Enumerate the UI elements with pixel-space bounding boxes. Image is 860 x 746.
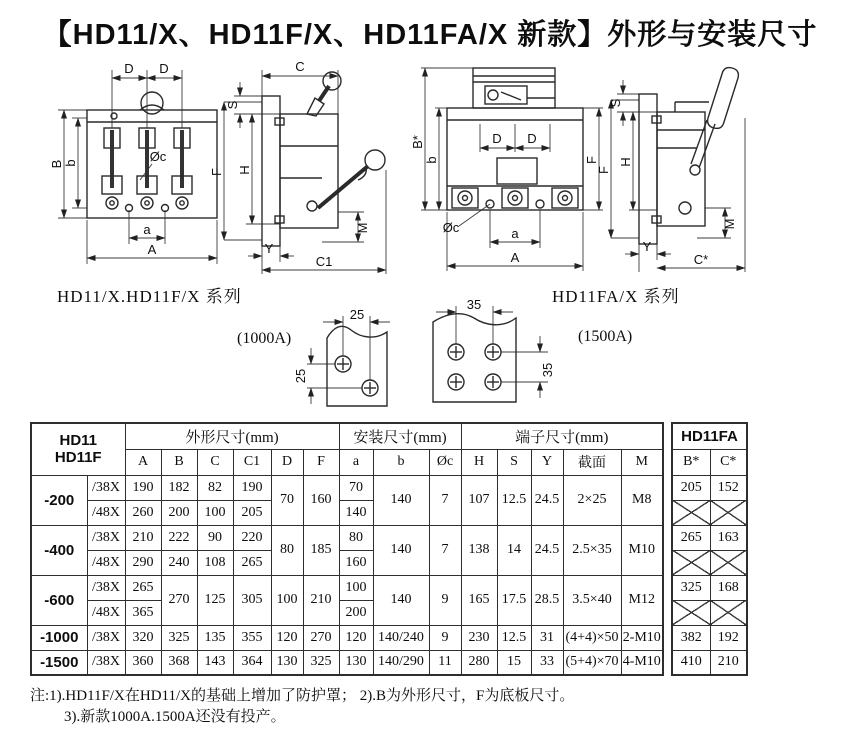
model-line-1: HD11 — [59, 432, 98, 450]
cell-b: 140 — [373, 475, 429, 525]
hole-detail-1000a-caption: (1000A) — [237, 330, 292, 347]
dim-label-Y: Y — [264, 241, 274, 256]
cell-crossed — [672, 550, 710, 575]
col-header-B: B — [161, 449, 197, 475]
cell-C-star: 163 — [710, 525, 747, 550]
variant-cell: /48X — [87, 550, 125, 575]
variant-cell: /48X — [87, 600, 125, 625]
col-header-model — [31, 423, 125, 475]
col-header-C1: C1 — [233, 449, 271, 475]
dim-label-A: A — [147, 242, 157, 257]
cell-C-star: 152 — [710, 475, 747, 500]
cell-C1: 364 — [233, 650, 271, 675]
cell-C-star: 168 — [710, 575, 747, 600]
cell-a: 130 — [339, 650, 373, 675]
cell-S: 14 — [497, 525, 531, 575]
cell-D: 80 — [271, 525, 303, 575]
col-header-a: a — [339, 449, 373, 475]
dim-label-C1: C1 — [315, 254, 333, 269]
cell-H: 107 — [461, 475, 497, 525]
group-header-outline: 外形尺寸(mm) — [125, 423, 339, 449]
dim-label-a: a — [143, 222, 151, 237]
dim-35-vertical: 35 — [540, 362, 555, 378]
variant-cell: /38X — [87, 625, 125, 650]
cell-B: 182 — [161, 475, 197, 500]
col-header-C-star: C* — [710, 449, 747, 475]
cell-H: 280 — [461, 650, 497, 675]
dim-label-B-star: B* — [410, 135, 425, 149]
dim-label-D: D — [124, 61, 134, 76]
dim-label-Y: Y — [642, 239, 652, 254]
caption-hd11fa-series: HD11FA/X 系列 — [552, 287, 680, 306]
cell-H: 165 — [461, 575, 497, 625]
cell-section: (4+4)×50 — [563, 625, 621, 650]
dim-label-a: a — [511, 226, 519, 241]
dim-label-phi-c: Øc — [149, 149, 167, 164]
cell-B: 368 — [161, 650, 197, 675]
cell-C: 125 — [197, 575, 233, 625]
cell-b: 140 — [373, 575, 429, 625]
variant-cell: /48X — [87, 500, 125, 525]
cell-A: 210 — [125, 525, 161, 550]
cell-B: 222 — [161, 525, 197, 550]
cell-C: 82 — [197, 475, 233, 500]
drawing-hd11-side-view — [209, 58, 402, 280]
cell-C: 143 — [197, 650, 233, 675]
cell-Y: 31 — [531, 625, 563, 650]
col-header-phi-c: Øc — [429, 449, 461, 475]
variant-cell: /38X — [87, 525, 125, 550]
dim-label-C-star: C* — [693, 252, 709, 267]
cell-Y: 24.5 — [531, 475, 563, 525]
cell-H: 230 — [461, 625, 497, 650]
cell-M: 4-M10 — [621, 650, 663, 675]
hole-detail-1500a — [408, 297, 568, 415]
cell-S: 12.5 — [497, 625, 531, 650]
cell-B: 240 — [161, 550, 197, 575]
cell-B-star: 205 — [672, 475, 710, 500]
dim-label-S: S — [225, 100, 240, 110]
cell-section: 2.5×35 — [563, 525, 621, 575]
cell-D: 100 — [271, 575, 303, 625]
rating-cell: -600 — [31, 575, 87, 625]
cell-M: M12 — [621, 575, 663, 625]
cell-F: 210 — [303, 575, 339, 625]
cell-B: 200 — [161, 500, 197, 525]
drawing-hd11fa-front-view — [410, 58, 610, 283]
cell-crossed — [710, 550, 747, 575]
col-header-A: A — [125, 449, 161, 475]
drawing-hd11-front-view — [49, 58, 232, 280]
cell-phi-c: 7 — [429, 475, 461, 525]
dim-label-H: H — [237, 165, 252, 175]
cell-C: 100 — [197, 500, 233, 525]
cell-a: 100 — [339, 575, 373, 600]
col-header-M: M — [621, 449, 663, 475]
dim-25-horizontal: 25 — [349, 307, 365, 322]
hole-detail-1000a — [295, 308, 425, 413]
dim-label-M: M — [355, 222, 370, 234]
cell-phi-c: 11 — [429, 650, 461, 675]
col-header-C: C — [197, 449, 233, 475]
hole-detail-1500a-caption: (1500A) — [578, 328, 633, 345]
cell-A: 265 — [125, 575, 161, 600]
variant-cell: /38X — [87, 650, 125, 675]
col-header-Y: Y — [531, 449, 563, 475]
cell-D: 70 — [271, 475, 303, 525]
dimension-lines — [611, 80, 745, 272]
dim-label-D: D — [527, 131, 537, 146]
dim-25-vertical: 25 — [293, 368, 308, 384]
col-header-F: F — [303, 449, 339, 475]
dimension-spec-table — [30, 422, 748, 676]
cell-A: 290 — [125, 550, 161, 575]
cell-F: 185 — [303, 525, 339, 575]
col-header-D: D — [271, 449, 303, 475]
rating-cell: -400 — [31, 525, 87, 575]
cell-phi-c: 7 — [429, 525, 461, 575]
cell-B-star: 382 — [672, 625, 710, 650]
cell-A: 260 — [125, 500, 161, 525]
switch-fa-side-body — [639, 68, 738, 244]
cell-a: 160 — [339, 550, 373, 575]
variant-cell: /38X — [87, 575, 125, 600]
dim-label-D: D — [492, 131, 502, 146]
variant-cell: /38X — [87, 475, 125, 500]
cell-section: (5+4)×70 — [563, 650, 621, 675]
group-header-hd11fa: HD11FA — [672, 423, 747, 449]
cell-C1: 190 — [233, 475, 271, 500]
cell-C1: 355 — [233, 625, 271, 650]
cell-a: 70 — [339, 475, 373, 500]
cell-crossed — [710, 600, 747, 625]
cell-M: M8 — [621, 475, 663, 525]
cell-crossed — [710, 500, 747, 525]
cell-M: M10 — [621, 525, 663, 575]
cell-H: 138 — [461, 525, 497, 575]
cell-section: 2×25 — [563, 475, 621, 525]
drawing-hd11fa-side-view — [596, 58, 760, 283]
dim-label-D: D — [159, 61, 169, 76]
cell-B-star: 265 — [672, 525, 710, 550]
footnote-line-1: 注:1).HD11F/X在HD11/X的基础上增加了防护罩； 2).B为外形尺寸，F为底板尺寸。 — [30, 688, 575, 704]
dim-label-b: b — [63, 159, 78, 167]
col-header-b: b — [373, 449, 429, 475]
cell-C1: 305 — [233, 575, 271, 625]
cell-b: 140/290 — [373, 650, 429, 675]
rating-cell: -200 — [31, 475, 87, 525]
cell-a: 140 — [339, 500, 373, 525]
dim-label-M: M — [722, 218, 737, 230]
cell-C1: 205 — [233, 500, 271, 525]
cell-A: 365 — [125, 600, 161, 625]
cell-D: 130 — [271, 650, 303, 675]
cell-Y: 24.5 — [531, 525, 563, 575]
cell-a: 200 — [339, 600, 373, 625]
cell-A: 190 — [125, 475, 161, 500]
cell-F: 325 — [303, 650, 339, 675]
cell-crossed — [672, 500, 710, 525]
cell-section: 3.5×40 — [563, 575, 621, 625]
cell-F: 270 — [303, 625, 339, 650]
group-header-terminal: 端子尺寸(mm) — [461, 423, 663, 449]
cell-a: 120 — [339, 625, 373, 650]
cell-C-star: 210 — [710, 650, 747, 675]
cell-C-star: 192 — [710, 625, 747, 650]
cell-S: 17.5 — [497, 575, 531, 625]
cell-F: 160 — [303, 475, 339, 525]
cell-C: 135 — [197, 625, 233, 650]
cell-crossed — [672, 600, 710, 625]
caption-hd11-series: HD11/X.HD11F/X 系列 — [57, 287, 242, 306]
dim-label-F: F — [584, 156, 599, 164]
busbar-plate — [327, 326, 387, 406]
col-header-B-star: B* — [672, 449, 710, 475]
cell-M: 2-M10 — [621, 625, 663, 650]
rating-cell: -1000 — [31, 625, 87, 650]
dim-label-A: A — [510, 250, 520, 265]
cell-C1: 265 — [233, 550, 271, 575]
cell-C: 90 — [197, 525, 233, 550]
cell-B-star: 410 — [672, 650, 710, 675]
dimension-lines — [58, 70, 217, 264]
cell-S: 12.5 — [497, 475, 531, 525]
busbar-plate — [433, 314, 516, 402]
group-header-install: 安装尺寸(mm) — [339, 423, 461, 449]
dim-label-F: F — [209, 168, 224, 176]
cell-B-star: 325 — [672, 575, 710, 600]
footnote-line-2: 3).新款1000A.1500A还没有投产。 — [64, 709, 286, 725]
cell-A: 320 — [125, 625, 161, 650]
dim-label-F: F — [596, 166, 611, 174]
model-line-2: HD11F — [54, 449, 102, 467]
cell-S: 15 — [497, 650, 531, 675]
dim-label-H: H — [618, 157, 633, 167]
dim-label-phi-c: Øc — [442, 220, 460, 235]
cell-B: 270 — [161, 575, 197, 625]
cell-Y: 28.5 — [531, 575, 563, 625]
col-header-S: S — [497, 449, 531, 475]
cell-b: 140 — [373, 525, 429, 575]
rating-cell: -1500 — [31, 650, 87, 675]
dim-label-C: C — [295, 59, 305, 74]
page-title: 【HD11/X、HD11F/X、HD11FA/X 新款】外形与安装尺寸 — [42, 19, 818, 51]
dim-35-horizontal: 35 — [466, 297, 482, 312]
cell-Y: 33 — [531, 650, 563, 675]
cell-D: 120 — [271, 625, 303, 650]
cell-phi-c: 9 — [429, 625, 461, 650]
table-gap — [663, 423, 672, 675]
footnotes — [30, 686, 574, 728]
cell-b: 140/240 — [373, 625, 429, 650]
cell-a: 80 — [339, 525, 373, 550]
cell-B: 325 — [161, 625, 197, 650]
cell-C1: 220 — [233, 525, 271, 550]
dim-label-b: b — [424, 156, 439, 164]
dim-label-S: S — [608, 98, 623, 108]
col-header-H: H — [461, 449, 497, 475]
switch-side-body — [262, 72, 385, 246]
cell-C: 108 — [197, 550, 233, 575]
cell-A: 360 — [125, 650, 161, 675]
cell-phi-c: 9 — [429, 575, 461, 625]
col-header-section: 截面 — [563, 449, 621, 475]
dim-label-B: B — [49, 159, 64, 169]
